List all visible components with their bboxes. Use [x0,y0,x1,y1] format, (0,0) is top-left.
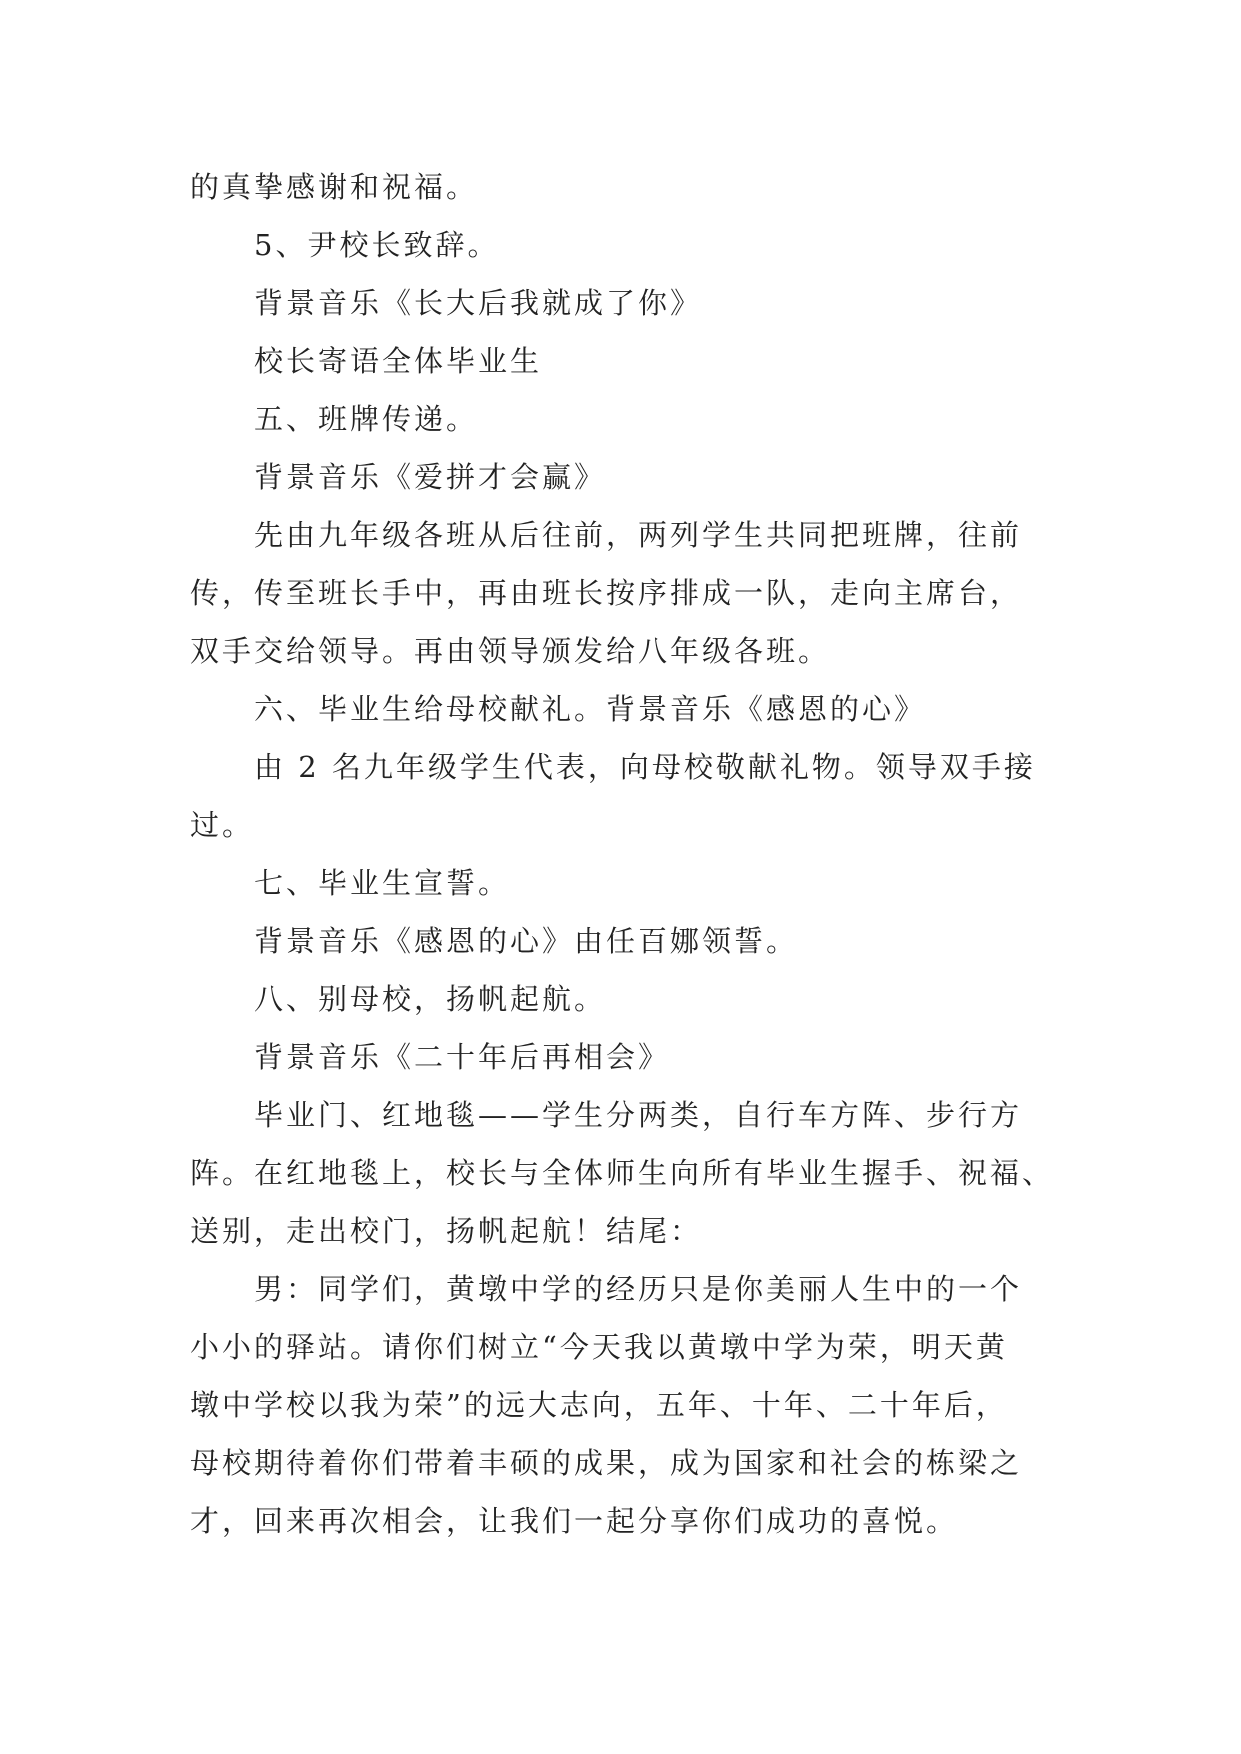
paragraph-13 [190,1028,1070,1086]
text-line: 背景音乐《长大后我就成了你》 [254,286,703,320]
text-line: 传，传至班长手中，再由班长按序排成一队，走向主席台， [190,576,1023,610]
document-body [190,158,1070,1550]
text-line: 背景音乐《二十年后再相会》 [254,1040,671,1074]
paragraph-10 [190,854,1070,912]
text-line: 五、班牌传递。 [254,402,479,436]
text-line: 六、毕业生给母校献礼。背景音乐《感恩的心》 [254,692,927,726]
text-line: 七、毕业生宣誓。 [254,866,511,900]
paragraph-2 [190,216,1070,274]
paragraph-3 [190,274,1070,332]
text-line: 过。 [190,808,255,842]
paragraph-4 [190,332,1070,390]
text-line: 由 2 名九年级学生代表，向母校敬献礼物。领导双手接 [254,750,1036,784]
paragraph-8 [190,680,1070,738]
text-line: 双手交给领导。再由领导颁发给八年级各班。 [190,634,831,668]
text-line: 5、尹校长致辞。 [254,228,500,262]
text-line: 背景音乐《爱拼才会赢》 [254,460,607,494]
text-line: 母校期待着你们带着丰硕的成果，成为国家和社会的栋梁之 [190,1446,1023,1480]
text-line: 墩中学校以我为荣”的远大志向，五年、十年、二十年后， [190,1388,1008,1422]
text-line: 小小的驿站。请你们树立“今天我以黄墩中学为荣，明天黄 [190,1330,1008,1364]
paragraph-12 [190,970,1070,1028]
paragraph-11 [190,912,1070,970]
text-line: 才，回来再次相会，让我们一起分享你们成功的喜悦。 [190,1504,959,1538]
paragraph-9 [190,738,1070,854]
text-line: 背景音乐《感恩的心》由任百娜领誓。 [254,924,799,958]
paragraph-5 [190,390,1070,448]
text-line: 毕业门、红地毯——学生分两类，自行车方阵、步行方 [254,1098,1023,1132]
paragraph-1 [190,158,1070,216]
text-line: 男：同学们，黄墩中学的经历只是你美丽人生中的一个 [254,1272,1023,1306]
text-line: 的真挚感谢和祝福。 [190,170,479,204]
text-line: 八、别母校，扬帆起航。 [254,982,607,1016]
paragraph-15 [190,1260,1070,1550]
paragraph-6 [190,448,1070,506]
text-line: 送别，走出校门，扬帆起航！结尾： [190,1214,703,1248]
paragraph-7 [190,506,1070,680]
text-line: 先由九年级各班从后往前，两列学生共同把班牌，往前 [254,518,1023,552]
text-line: 校长寄语全体毕业生 [254,344,543,378]
paragraph-14 [190,1086,1070,1260]
text-line: 阵。在红地毯上，校长与全体师生向所有毕业生握手、祝福、 [190,1156,1055,1190]
